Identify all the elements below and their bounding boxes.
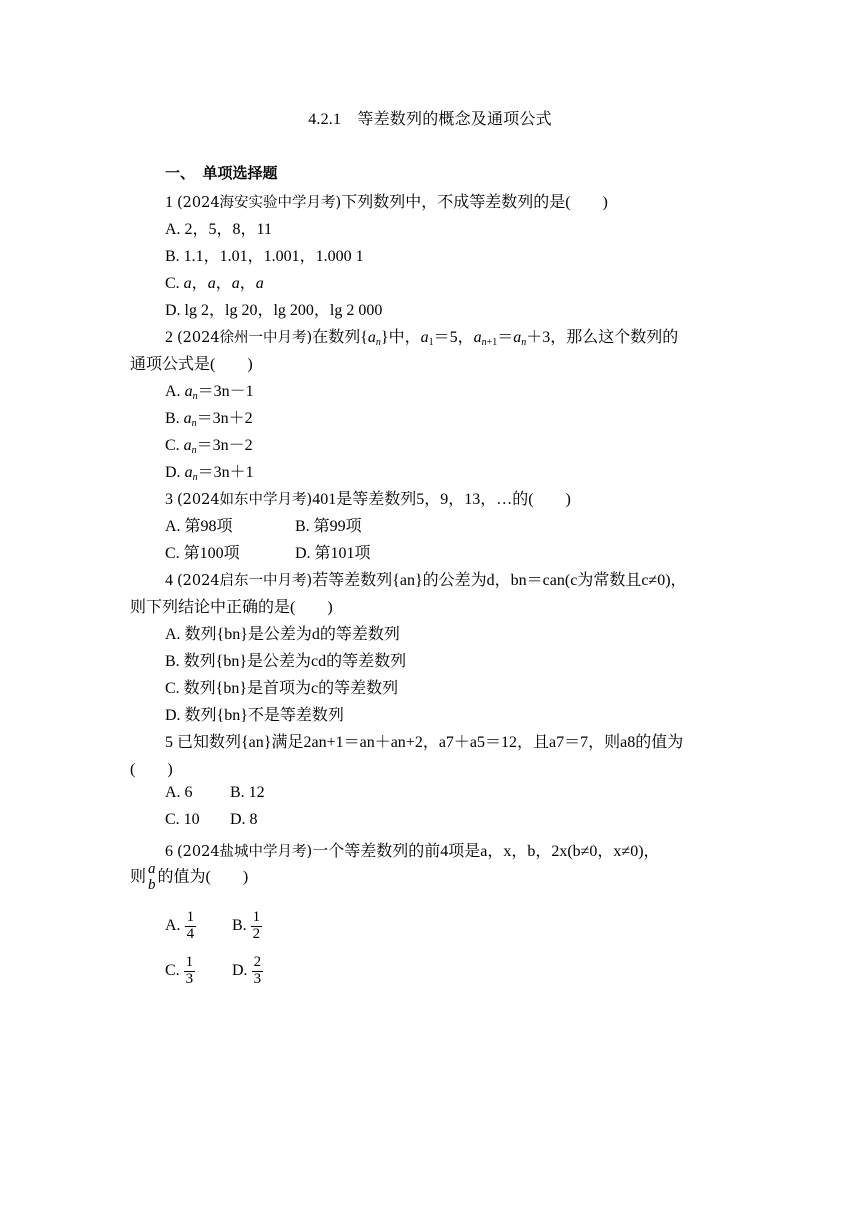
fraction-a-over-b: a b bbox=[148, 861, 156, 893]
question-2-option-a: A. $a_n=3n-1$ bbox=[165, 383, 254, 402]
question-3-option-c: C. 第100项 bbox=[165, 545, 240, 562]
question-4-option-d: D. 数列{bn}不是等差数列 bbox=[165, 707, 344, 724]
question-4-stem-cont: 则下列结论中正确的是( ) bbox=[130, 599, 333, 616]
question-1-option-b: B. 1.1，1.01，1.001，1.000 1 bbox=[165, 248, 364, 265]
question-2-stem-cont: 通项公式是( ) bbox=[130, 356, 253, 373]
question-1-option-a: A. 2，5，8，11 bbox=[165, 221, 272, 238]
question-1-option-d: D. lg 2，lg 20，lg 200，lg 2 000 bbox=[165, 302, 383, 319]
question-6-stem: 6 (2024盐城中学月考)一个等差数列的前4项是a，x，b，2x(b≠0，x≠0)， bbox=[165, 843, 660, 860]
question-5-option-a: A. 6 bbox=[165, 784, 193, 801]
question-6-option-c: C. $\frac{1}{3}$ bbox=[165, 954, 194, 987]
question-6-option-b: B. $\frac{1}{2}$ bbox=[232, 909, 261, 942]
question-3-option-b: B. 第99项 bbox=[295, 518, 362, 535]
question-6-option-d: D. $\frac{2}{3}$ bbox=[232, 954, 262, 987]
question-2-stem: 2 (2024徐州一中月考)在数列$\{a_n\}$中，$a_1=5$，$a_{n+1}=a_n+3$，那么这个数列的 bbox=[165, 329, 679, 348]
question-2-option-d: D. $a_n=3n+1$ bbox=[165, 464, 254, 483]
page-title: 4.2.1 等差数列的概念及通项公式 bbox=[308, 111, 552, 128]
question-1-option-c: C. a，a，a，a bbox=[165, 275, 264, 292]
question-4-option-b: B. 数列{bn}是公差为cd的等差数列 bbox=[165, 653, 407, 670]
question-5-stem: 5 已知数列{an}满足2an+1＝an＋an+2，a7＋a5＝12，且a7＝7，则a8的值为 bbox=[165, 734, 684, 751]
question-6-stem-cont: 则 a b 的值为( ) bbox=[130, 861, 249, 893]
question-4-stem: 4 (2024启东一中月考)若等差数列{an}的公差为d，bn＝can(c为常数且c≠0)， bbox=[165, 572, 687, 589]
question-1-stem: 1 (2024海安实验中学月考)下列数列中，不成等差数列的是( ) bbox=[165, 194, 608, 211]
question-5-stem-cont: ( ) bbox=[130, 761, 173, 778]
question-2-option-b: B. $a_n=3n+2$ bbox=[165, 410, 253, 429]
question-2-option-c: C. $a_n=3n-2$ bbox=[165, 437, 253, 456]
question-5-option-d: D. 8 bbox=[230, 811, 258, 828]
question-5-option-b: B. 12 bbox=[230, 784, 265, 801]
question-4-option-a: A. 数列{bn}是公差为d的等差数列 bbox=[165, 626, 400, 643]
question-5-option-c: C. 10 bbox=[165, 811, 200, 828]
question-3-option-a: A. 第98项 bbox=[165, 518, 233, 535]
question-3-option-d: D. 第101项 bbox=[295, 545, 371, 562]
section-heading: 一、 单项选择题 bbox=[165, 164, 278, 182]
question-4-option-c: C. 数列{bn}是首项为c的等差数列 bbox=[165, 680, 399, 697]
question-3-stem: 3 (2024如东中学月考)401是等差数列5，9，13，…的( ) bbox=[165, 491, 571, 508]
question-6-option-a: A. $\frac{1}{4}$ bbox=[165, 909, 195, 942]
